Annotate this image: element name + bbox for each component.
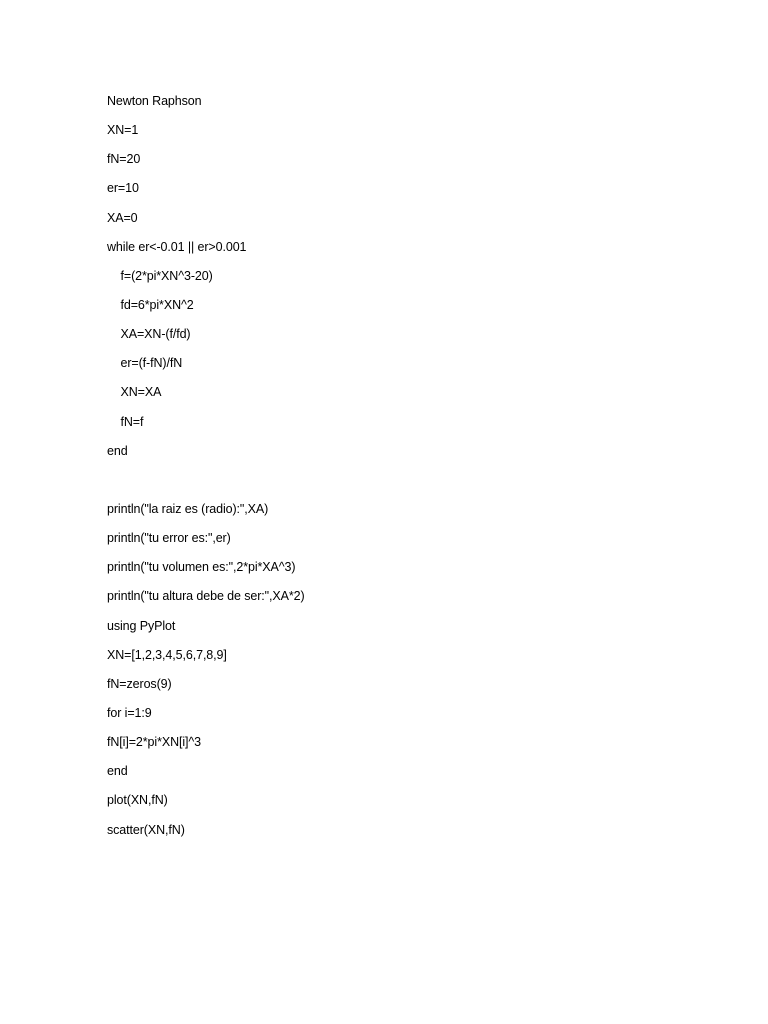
code-line: er=(f-fN)/fN — [107, 356, 183, 371]
code-line: end — [107, 764, 128, 779]
code-line: for i=1:9 — [107, 705, 152, 720]
code-line: XN=1 — [107, 123, 139, 138]
code-line: XN=XA — [107, 385, 162, 400]
code-line: XA=XN-(f/fd) — [107, 327, 191, 342]
code-line: er=10 — [107, 181, 139, 196]
blank-line — [107, 471, 707, 500]
code-line: XA=0 — [107, 210, 138, 225]
code-line: fN=f — [107, 414, 144, 429]
code-line: fN=20 — [107, 152, 141, 167]
code-line: plot(XN,fN) — [107, 793, 168, 808]
code-line: end — [107, 443, 128, 458]
code-line: println("tu error es:",er) — [107, 531, 231, 546]
code-line: fN=zeros(9) — [107, 676, 172, 691]
code-line: while er<-0.01 || er>0.001 — [107, 239, 247, 254]
code-line: fd=6*pi*XN^2 — [107, 297, 194, 312]
code-line: println("tu volumen es:",2*pi*XA^3) — [107, 560, 296, 575]
code-line: println("la raiz es (radio):",XA) — [107, 501, 269, 516]
code-line: scatter(XN,fN) — [107, 822, 185, 837]
code-line: println("tu altura debe de ser:",XA*2) — [107, 589, 305, 604]
document-body — [107, 92, 707, 850]
code-line: fN[i]=2*pi*XN[i]^3 — [107, 735, 202, 750]
code-line: Newton Raphson — [107, 94, 202, 108]
code-line: XN=[1,2,3,4,5,6,7,8,9] — [107, 647, 227, 662]
code-line: using PyPlot — [107, 618, 176, 633]
code-line: f=(2*pi*XN^3-20) — [107, 268, 213, 283]
